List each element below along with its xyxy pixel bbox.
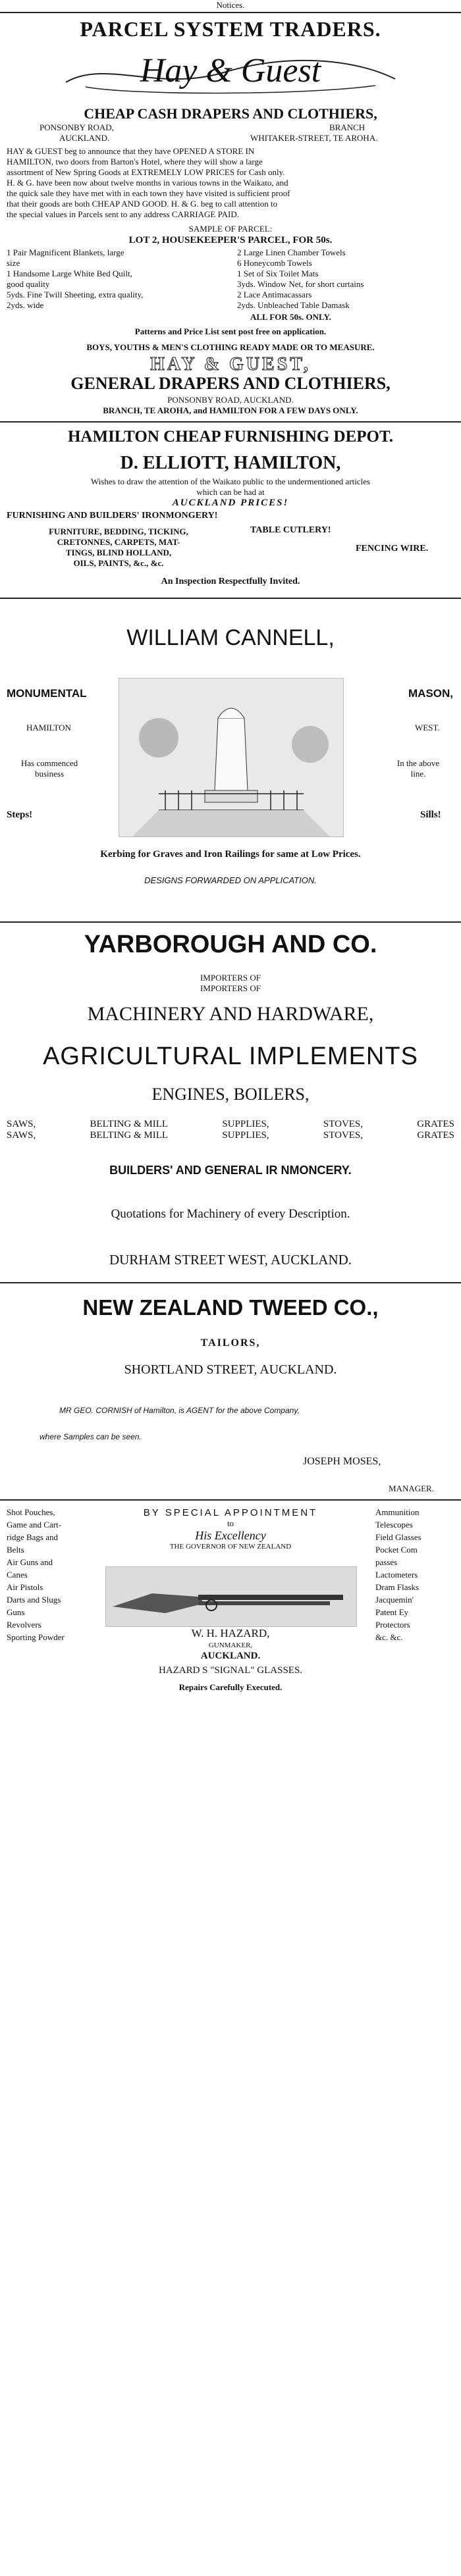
hazard-right-item: Ammunition xyxy=(375,1507,420,1517)
in-above-line: line. xyxy=(410,769,426,779)
hazard-left-item: Guns xyxy=(7,1607,25,1617)
lot-item: good quality xyxy=(7,279,50,289)
cannell-name: WILLIAM CANNELL, xyxy=(126,625,335,650)
lot-item: 1 Set of Six Toilet Mats xyxy=(237,269,319,278)
governor-text: THE GOVERNOR OF NEW ZEALAND xyxy=(169,1543,292,1551)
logo-text: Hay & Guest xyxy=(140,52,321,90)
elliott-line-2: which can be had at xyxy=(196,487,265,497)
address-left-2: AUCKLAND. xyxy=(59,133,110,143)
boys-line: BOYS, YOUTHS & MEN'S CLOTHING READY MADE OR TO MEASURE. xyxy=(86,342,375,352)
furniture-list xyxy=(7,527,230,569)
hazard-left-item: Canes xyxy=(7,1570,28,1580)
importers-line: IMPORTERS OF xyxy=(200,983,261,993)
machinery-line: MACHINERY AND HARDWARE, xyxy=(87,1003,374,1025)
monument-engraving xyxy=(119,678,344,837)
divider xyxy=(0,921,461,923)
importers-line: IMPORTERS OF xyxy=(200,973,261,983)
agricultural-line: AGRICULTURAL IMPLEMENTS xyxy=(43,1043,418,1070)
divider xyxy=(0,12,461,13)
hazard-left-item: Sporting Powder xyxy=(7,1632,65,1642)
trade-items-row xyxy=(7,1119,454,1141)
address-right-2: WHITAKER-STREET, TE AROHA. xyxy=(250,133,378,143)
in-above-text xyxy=(382,758,454,779)
in-above-line: In the above xyxy=(396,758,440,768)
hay-guest-outline: HAY & GUEST, xyxy=(150,354,311,374)
hazard-right-item: passes xyxy=(375,1557,398,1567)
signal-glasses: HAZARD S "SIGNAL" GLASSES. xyxy=(158,1665,303,1676)
stoves-line: STOVES, xyxy=(323,1119,364,1129)
hay-guest-logo xyxy=(26,46,435,99)
engines-line: ENGINES, BOILERS, xyxy=(151,1085,310,1104)
supplies-line: SUPPLIES, xyxy=(222,1119,269,1129)
furniture-line: CRETONNES, CARPETS, MAT- xyxy=(57,537,180,547)
steps-label: Steps! xyxy=(7,810,33,820)
belting-line: BELTING & MILL xyxy=(90,1130,169,1141)
furniture-line: OILS, PAINTS, &c., &c. xyxy=(73,558,164,568)
sample-heading: SAMPLE OF PARCEL: xyxy=(188,224,273,234)
grates-item xyxy=(417,1119,454,1141)
lot-right-column xyxy=(237,247,454,311)
inspection-line: An Inspection Respectfully Invited. xyxy=(161,577,300,586)
special-appointment: BY SPECIAL APPOINTMENT xyxy=(143,1507,318,1518)
lot-item: 1 Handsome Large White Bed Quilt, xyxy=(7,269,132,278)
grates-line: GRATES xyxy=(417,1130,454,1141)
stoves-line: STOVES, xyxy=(323,1130,364,1141)
address-left-1: PONSONBY ROAD, xyxy=(40,122,114,132)
commenced-text xyxy=(7,758,92,779)
parcel-subtitle: CHEAP CASH DRAPERS AND CLOTHIERS, xyxy=(84,105,377,122)
yarborough-street: DURHAM STREET WEST, AUCKLAND. xyxy=(109,1252,352,1268)
elliott-line-1: Wishes to draw the attention of the Waikato public to the undermentioned articles xyxy=(90,477,371,486)
notices-header: Notices. xyxy=(216,0,245,10)
commenced-line: business xyxy=(34,769,65,779)
lot-all: ALL FOR 50s. ONLY. xyxy=(250,312,331,322)
hazard-right-item: Telescopes xyxy=(375,1520,413,1530)
intro-line: the special values in Parcels sent to any address CARRIAGE PAID. xyxy=(7,209,239,219)
branch-line: BRANCH, TE AROHA, and HAMILTON FOR A FEW DAYS ONLY. xyxy=(103,405,358,415)
supplies-line: SUPPLIES, xyxy=(222,1130,269,1141)
hazard-auckland: AUCKLAND. xyxy=(200,1651,261,1661)
fencing-wire: FENCING WIRE. xyxy=(356,544,429,554)
hazard-center xyxy=(99,1507,362,1551)
hazard-right-item: &c. &c. xyxy=(375,1632,403,1642)
monumental-label: MONUMENTAL xyxy=(7,687,87,700)
elliott-title: HAMILTON CHEAP FURNISHING DEPOT. xyxy=(67,428,394,446)
hazard-right-item: Protectors xyxy=(375,1620,410,1630)
hazard-right-item: Jacquemin' xyxy=(375,1595,414,1605)
hazard-left-item: Air Guns and xyxy=(7,1557,53,1567)
lot-item: 3yds. Window Net, for short curtains xyxy=(237,279,364,289)
to-text: to xyxy=(227,1518,234,1528)
builders-line: BUILDERS' AND GENERAL IR NMONCERY. xyxy=(109,1164,352,1177)
yarborough-name: YARBOROUGH AND CO. xyxy=(84,931,377,958)
hazard-right-item: Patent Ey xyxy=(375,1607,409,1617)
tweed-street: SHORTLAND STREET, AUCKLAND. xyxy=(124,1362,337,1377)
lot-item: 2 Lace Antimacassars xyxy=(237,290,312,299)
hazard-right-list xyxy=(375,1506,461,1643)
lot-item: 2 Large Linen Chamber Towels xyxy=(237,247,346,257)
belting-line: BELTING & MILL xyxy=(90,1119,169,1129)
intro-line: HAMILTON, two doors from Barton's Hotel, where they will show a large xyxy=(7,157,263,167)
hazard-right-item: Dram Flasks xyxy=(375,1582,420,1592)
lot-item: 1 Pair Magnificent Blankets, large xyxy=(7,247,124,257)
furniture-line: TINGS, BLIND HOLLAND, xyxy=(65,548,172,557)
supplies-item xyxy=(222,1119,269,1141)
patterns-line: Patterns and Price List sent post free on application. xyxy=(134,326,327,336)
saws-line: SAWS, xyxy=(7,1130,36,1141)
divider xyxy=(0,598,461,599)
signer-name: JOSEPH MOSES, xyxy=(303,1456,381,1467)
mason-label: MASON, xyxy=(408,687,453,700)
designs-line: DESIGNS FORWARDED ON APPLICATION. xyxy=(144,875,317,885)
hay-guest-address: PONSONBY ROAD, AUCKLAND. xyxy=(167,395,294,405)
parcel-intro xyxy=(7,146,454,220)
excellency-text: His Excellency xyxy=(195,1529,266,1542)
grates-line: GRATES xyxy=(417,1119,454,1129)
sills-label: Sills! xyxy=(420,810,441,820)
intro-line: the quick sale they have met with in each town they have visited is sufficient proof xyxy=(7,188,290,198)
hazard-left-item: ridge Bags and xyxy=(7,1532,58,1542)
lot-heading: LOT 2, HOUSEKEEPER'S PARCEL, FOR 50s. xyxy=(128,235,333,245)
furniture-line: FURNITURE, BEDDING, TICKING, xyxy=(49,527,188,536)
rifle-engraving xyxy=(105,1566,357,1627)
hazard-left-item: Shot Pouches, xyxy=(7,1507,55,1517)
tailors-line: TAILORS, xyxy=(200,1337,261,1349)
stoves-item xyxy=(323,1119,363,1141)
lot-item: 5yds. Fine Twill Sheeting, extra quality, xyxy=(7,290,144,299)
hazard-name: W. H. HAZARD, xyxy=(191,1627,270,1639)
importers-text xyxy=(0,973,461,994)
intro-line: H. & G. have been now about twelve months in various towns in the Waikato, and xyxy=(7,178,288,188)
hamilton-label: HAMILTON xyxy=(26,723,71,733)
blank-area xyxy=(0,1701,461,2576)
hazard-right-item: Field Glasses xyxy=(375,1532,421,1542)
kerbing-line: Kerbing for Graves and Iron Railings for same at Low Prices. xyxy=(100,849,361,860)
hazard-left-item: Revolvers xyxy=(7,1620,41,1630)
hazard-left-list xyxy=(7,1506,86,1643)
tweed-name: NEW ZEALAND TWEED CO., xyxy=(82,1295,379,1320)
gravestone-illustration xyxy=(119,679,343,837)
belting-item xyxy=(90,1119,168,1141)
lot-left-column xyxy=(7,247,224,311)
lot-item: 2yds. wide xyxy=(7,300,44,310)
agent-line-2: where Samples can be seen. xyxy=(40,1432,142,1441)
intro-line: assortment of New Spring Goods at EXTREMELY LOW PRICES for Cash only. xyxy=(7,167,285,177)
gunmaker-label: GUNMAKER, xyxy=(208,1641,253,1649)
agent-line-1: MR GEO. CORNISH of Hamilton, is AGENT for the above Company, xyxy=(59,1406,300,1415)
intro-line: that their goods are both CHEAP AND GOOD. H. & G. beg to call attention to xyxy=(7,199,278,209)
divider xyxy=(0,1499,461,1501)
hazard-left-item: Game and Cart- xyxy=(7,1520,62,1530)
table-cutlery: TABLE CUTLERY! xyxy=(250,525,331,535)
commenced-line: Has commenced xyxy=(20,758,78,768)
signer-role: MANAGER. xyxy=(389,1483,434,1493)
hazard-left-item: Air Pistols xyxy=(7,1582,43,1592)
furnishing-line: FURNISHING AND BUILDERS' IRONMONGERY! xyxy=(7,511,218,521)
saws-line: SAWS, xyxy=(7,1119,36,1129)
general-drapers: GENERAL DRAPERS AND CLOTHIERS, xyxy=(70,374,391,393)
elliott-name: D. ELLIOTT, HAMILTON, xyxy=(120,453,341,473)
rifle-illustration xyxy=(106,1567,356,1626)
parcel-title: PARCEL SYSTEM TRADERS. xyxy=(80,17,381,41)
divider xyxy=(0,421,461,423)
lot-item: size xyxy=(7,258,20,268)
hazard-left-item: Belts xyxy=(7,1545,24,1555)
divider xyxy=(0,1282,461,1283)
saws-item xyxy=(7,1119,36,1141)
hazard-right-item: Lactometers xyxy=(375,1570,418,1580)
hazard-left-item: Darts and Slugs xyxy=(7,1595,61,1605)
intro-line: HAY & GUEST beg to announce that they have OPENED A STORE IN xyxy=(7,146,255,156)
address-right-1: BRANCH xyxy=(329,122,366,132)
lot-item: 2yds. Unbleached Table Damask xyxy=(237,300,350,310)
hazard-right-item: Pocket Com xyxy=(375,1545,418,1555)
quotations-line: Quotations for Machinery of every Description. xyxy=(111,1207,350,1221)
lot-item: 6 Honeycomb Towels xyxy=(237,258,312,268)
auckland-prices: AUCKLAND PRICES! xyxy=(172,498,289,508)
west-label: WEST. xyxy=(415,723,440,733)
repairs-line: Repairs Carefully Executed. xyxy=(178,1682,283,1692)
